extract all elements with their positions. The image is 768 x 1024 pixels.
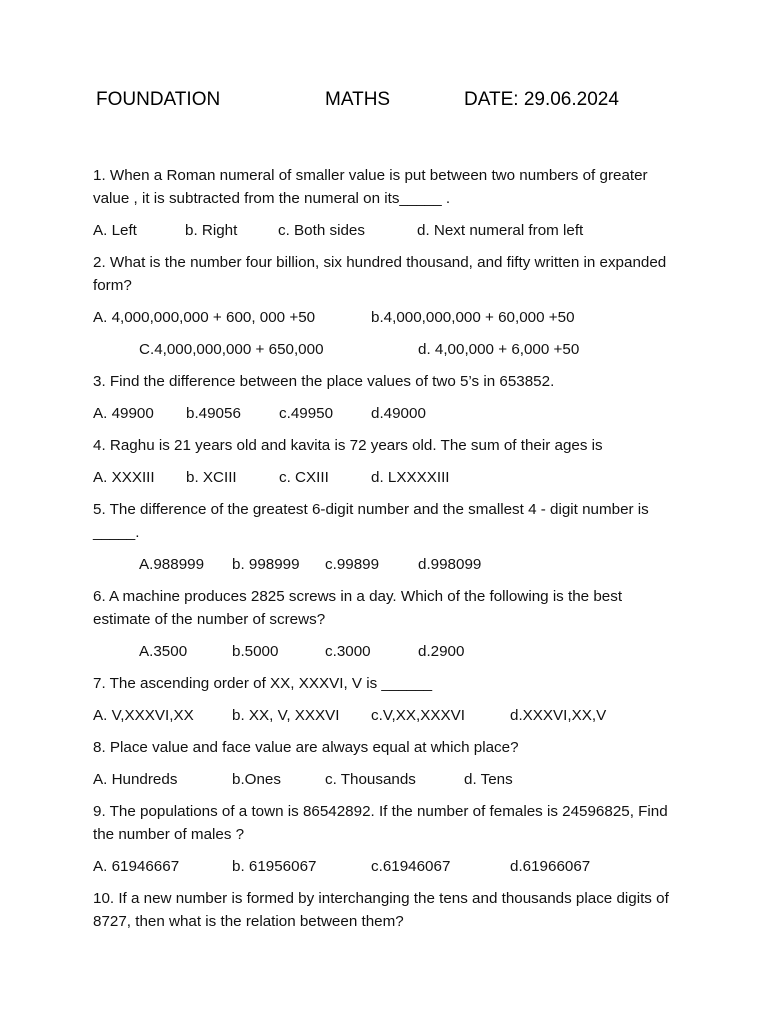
option-d: d.61966067: [510, 858, 591, 875]
question-4-options: [93, 466, 683, 489]
option-c: c.99899: [325, 556, 380, 573]
subject-label: MATHS: [325, 89, 391, 110]
option-d: d. Tens: [464, 771, 513, 788]
question-8-options: [93, 768, 683, 791]
option-b: b. 998999: [232, 556, 300, 573]
question-10: 10. If a new number is formed by interchanging the tens and thousands place digits of 8727, then what is the relation between them?: [93, 890, 669, 930]
question-5: 5. The difference of the greatest 6-digit number and the smallest 4 - digit number is _____.: [93, 501, 649, 541]
worksheet-header: [0, 89, 768, 119]
question-9: 9. The populations of a town is 86542892. If the number of females is 24596825, Find the number of males ?: [93, 803, 668, 843]
question-6: 6. A machine produces 2825 screws in a day. Which of the following is the best estimate of the number of screws?: [93, 588, 623, 628]
option-c: c. Both sides: [278, 222, 365, 239]
question-7-options: [93, 704, 683, 727]
question-5-options: [93, 553, 683, 576]
question-1-options: [93, 219, 683, 242]
option-a: A.988999: [139, 556, 205, 573]
option-d: d.XXXVI,XX,V: [510, 707, 607, 724]
question-2: 2. What is the number four billion, six hundred thousand, and fifty written in expanded form?: [93, 254, 667, 294]
option-a: A. XXXIII: [93, 469, 155, 486]
question-3-options: [93, 402, 683, 425]
question-2-options-row-1: [93, 306, 683, 329]
question-3: 3. Find the difference between the place values of two 5’s in 653852.: [93, 373, 555, 390]
question-7: 7. The ascending order of XX, XXXVI, V is ______: [93, 675, 433, 692]
option-a: A. V,XXXVI,XX: [93, 707, 194, 724]
option-a: A. 61946667: [93, 858, 180, 875]
option-d: d. Next numeral from left: [417, 222, 584, 239]
option-a: A. 4,000,000,000 + 600, 000 +50: [93, 309, 316, 326]
option-c: c. Thousands: [325, 771, 416, 788]
option-b: b.4,000,000,000 + 60,000 +50: [371, 309, 575, 326]
option-d: d.2900: [418, 643, 465, 660]
question-8: 8. Place value and face value are always equal at which place?: [93, 739, 519, 756]
option-b: b. 61956067: [232, 858, 317, 875]
option-d: d. 4,00,000 + 6,000 +50: [418, 341, 580, 358]
option-b: b. XCIII: [186, 469, 237, 486]
option-d: d. LXXXXIII: [371, 469, 450, 486]
date-label: DATE: 29.06.2024: [464, 89, 619, 110]
option-d: d.998099: [418, 556, 482, 573]
option-a: A.3500: [139, 643, 188, 660]
option-a: A. Hundreds: [93, 771, 178, 788]
option-b: b. XX, V, XXXVI: [232, 707, 340, 724]
option-c: c.49950: [279, 405, 334, 422]
option-c: c.61946067: [371, 858, 451, 875]
option-a: A. Left: [93, 222, 137, 239]
question-2-options-row-2: [93, 338, 683, 361]
question-list: [93, 164, 683, 942]
option-c: C.4,000,000,000 + 650,000: [139, 341, 324, 358]
question-9-options: [93, 855, 683, 878]
question-4: 4. Raghu is 21 years old and kavita is 72 years old. The sum of their ages is: [93, 437, 603, 454]
option-b: b.Ones: [232, 771, 281, 788]
option-c: c.V,XX,XXXVI: [371, 707, 465, 724]
question-1: 1. When a Roman numeral of smaller value is put between two numbers of greater value , it is subtracted from the numeral on its_____ .: [93, 167, 648, 207]
option-b: b.5000: [232, 643, 279, 660]
option-b: b.49056: [186, 405, 241, 422]
option-c: c. CXIII: [279, 469, 329, 486]
option-c: c.3000: [325, 643, 371, 660]
option-a: A. 49900: [93, 405, 154, 422]
course-label: FOUNDATION: [96, 89, 221, 110]
question-6-options: [93, 640, 683, 663]
option-b: b. Right: [185, 222, 238, 239]
option-d: d.49000: [371, 405, 426, 422]
